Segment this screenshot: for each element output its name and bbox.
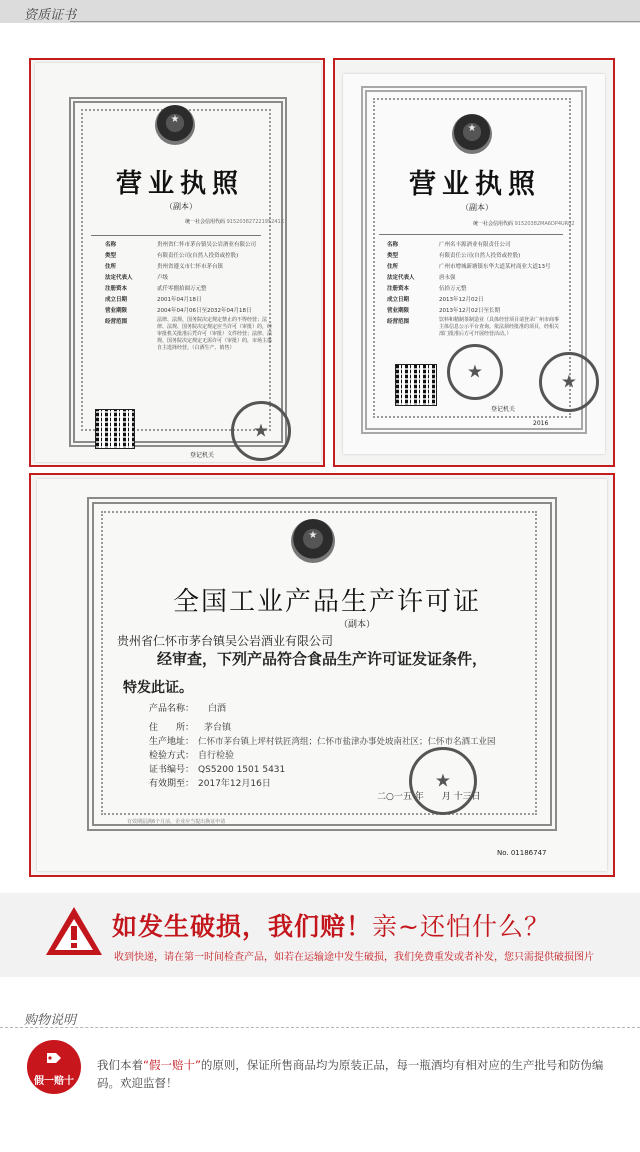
- permit-row: 有效期至： 2017年12月16日: [149, 779, 271, 789]
- license-row: 注册资本 贰仟零捌拾圆万元整: [105, 286, 207, 292]
- license-rule: [91, 235, 261, 236]
- qr-code-icon: [95, 409, 135, 449]
- license-row: 营业期限 2004年04月06日至2032年04月18日: [105, 308, 252, 314]
- national-emblem-icon: ★: [452, 114, 492, 154]
- license-code: [473, 220, 575, 227]
- registrar-label: 登记机关: [190, 452, 215, 459]
- permit-company: 贵州省仁怀市茅台镇吴公岩酒业有限公司: [117, 634, 334, 648]
- license-row: 类型 有限责任公司(自然人投资或控股): [387, 253, 521, 259]
- license-title: 营业执照: [409, 169, 541, 200]
- license-row: 名称 广州名丰源酒业有限责任公司: [387, 242, 511, 248]
- warning-triangle-icon: [44, 905, 104, 957]
- license-row: 法定代表人 唐永强: [387, 275, 456, 281]
- license-row: 成立日期 2001年04月18日: [105, 297, 202, 303]
- license-title: 营业执照: [115, 169, 244, 199]
- official-seal-icon: ★: [409, 747, 477, 815]
- license-row: 注册资本 伍拾万元整: [387, 286, 467, 292]
- license-row: 住所 贵州省遵义市仁怀市茅台镇: [105, 264, 224, 270]
- qr-code-icon: [395, 364, 437, 406]
- code-value: 91520382722195241X: [226, 219, 285, 225]
- code-label: 统一社会信用代码: [473, 221, 514, 227]
- permit-row: 生产地址： 仁怀市茅台镇上坪村铁匠湾组；仁怀市盐津办事处坡南社区；仁怀市名酒工业园: [149, 737, 496, 747]
- desc-post: 的原则，保证所售商品均为原装正品，每一瓶酒均有相对应的生产批号和防伪编码。欢迎监督！: [97, 1058, 604, 1090]
- license-row: 类型 有限责任公司(自然人投资或控股): [105, 253, 239, 259]
- section-title-qualification: 资质证书: [24, 8, 77, 23]
- permit-rows: [149, 701, 569, 790]
- divider: [70, 21, 640, 22]
- permit-row: 证书编号： QS5200 1501 5431: [149, 765, 286, 775]
- license-rule: [379, 234, 563, 235]
- official-seal-icon: ★: [447, 344, 503, 400]
- permit-row: 产品名称： 白酒: [149, 704, 227, 714]
- permit-serial: No. 01186747: [497, 849, 547, 857]
- permit-paper: [37, 479, 607, 871]
- business-license-right-photo[interactable]: [333, 58, 615, 467]
- national-emblem-icon: ★: [155, 105, 195, 145]
- desc-pre: 我们本着: [97, 1058, 143, 1072]
- permit-row: 检验方式： 自行检验: [149, 751, 235, 761]
- license-row: 经营范围 法律、法规、国务院决定规定禁止的不得经营；法律、法规、国务院决定规定应当许可（审批）的，经审批机关批准后凭许可（审批）文件经营；法律、法规、国务院决定规定无需许可（审批）的，市场主体自主选择经营。（白酒生产、销售）: [105, 317, 273, 351]
- permit-issue-date: 二○一五 年 月 十三日: [377, 792, 481, 802]
- business-license-left-photo[interactable]: [29, 58, 325, 467]
- registrar-label: 登记机关: [491, 406, 516, 413]
- permit-title: 全国工业产品生产许可证: [172, 587, 481, 617]
- fake-one-pay-ten-badge: [27, 1040, 81, 1094]
- permit-statement: 特发此证。: [123, 680, 193, 696]
- license-code: [185, 218, 284, 225]
- badge-label: 假一赔十: [34, 1076, 74, 1087]
- damage-guarantee-banner: [0, 893, 640, 977]
- license-subtitle: （副本）: [461, 203, 493, 212]
- guarantee-headline-b: 亲~还怕什么？: [372, 912, 550, 941]
- guarantee-headline-a: 如发生破损，我们赔！: [112, 912, 373, 941]
- shopping-header: [0, 1005, 640, 1033]
- code-value: 91520382MA6DP4UR82: [514, 221, 575, 227]
- official-seal-icon: ★: [231, 401, 291, 461]
- license-row: 营业期限 2013年12月02日至长期: [387, 308, 500, 314]
- license-subtitle: （副本）: [165, 202, 197, 211]
- license-row: 法定代表人 卢级: [105, 275, 169, 281]
- shopping-description: [97, 1056, 613, 1092]
- qualification-header: [0, 0, 640, 23]
- license-paper: [35, 63, 321, 462]
- divider: [0, 1027, 640, 1028]
- guarantee-subtext: 收到快递，请在第一时间检查产品，如若在运输途中发生破损，我们免费重发或者补发，您只需提供破损图片: [114, 952, 594, 963]
- production-permit-photo[interactable]: [29, 473, 615, 877]
- national-emblem-icon: ★: [291, 519, 335, 563]
- code-label: 统一社会信用代码: [185, 219, 226, 225]
- official-seal-icon: ★: [539, 352, 599, 412]
- desc-highlight: “假一赔十”: [143, 1058, 201, 1072]
- permit-subtitle: （副本）: [339, 620, 376, 630]
- permit-row: 住 所： 茅台镇: [149, 723, 232, 733]
- license-row: 住所 广州市增城新塘镇东华大道某村商业大道13号: [387, 264, 551, 270]
- license-rows: [387, 240, 577, 338]
- license-year: 2016: [533, 420, 549, 427]
- license-row: 名称 贵州省仁怀市茅台镇吴公岩酒业有限公司: [105, 242, 257, 248]
- permit-footnote: 有效期届满6个月前，企业应当提出换证申请: [127, 819, 226, 825]
- tag-icon: [45, 1050, 63, 1069]
- guarantee-headline: [112, 907, 550, 943]
- license-rows: [105, 240, 285, 352]
- permit-statement: 经审查，下列产品符合食品生产许可证发证条件，: [157, 650, 488, 668]
- section-title-shopping: 购物说明: [24, 1013, 77, 1028]
- license-row: 成立日期 2013年12月02日: [387, 297, 484, 303]
- license-paper: [343, 74, 605, 454]
- license-row: 经营范围 饮料和精制茶制造业（具体经营项目请登录广州市商事主体信息公示平台查询。依法须经批准的项目，经相关部门批准后方可开展经营活动。）: [387, 317, 560, 337]
